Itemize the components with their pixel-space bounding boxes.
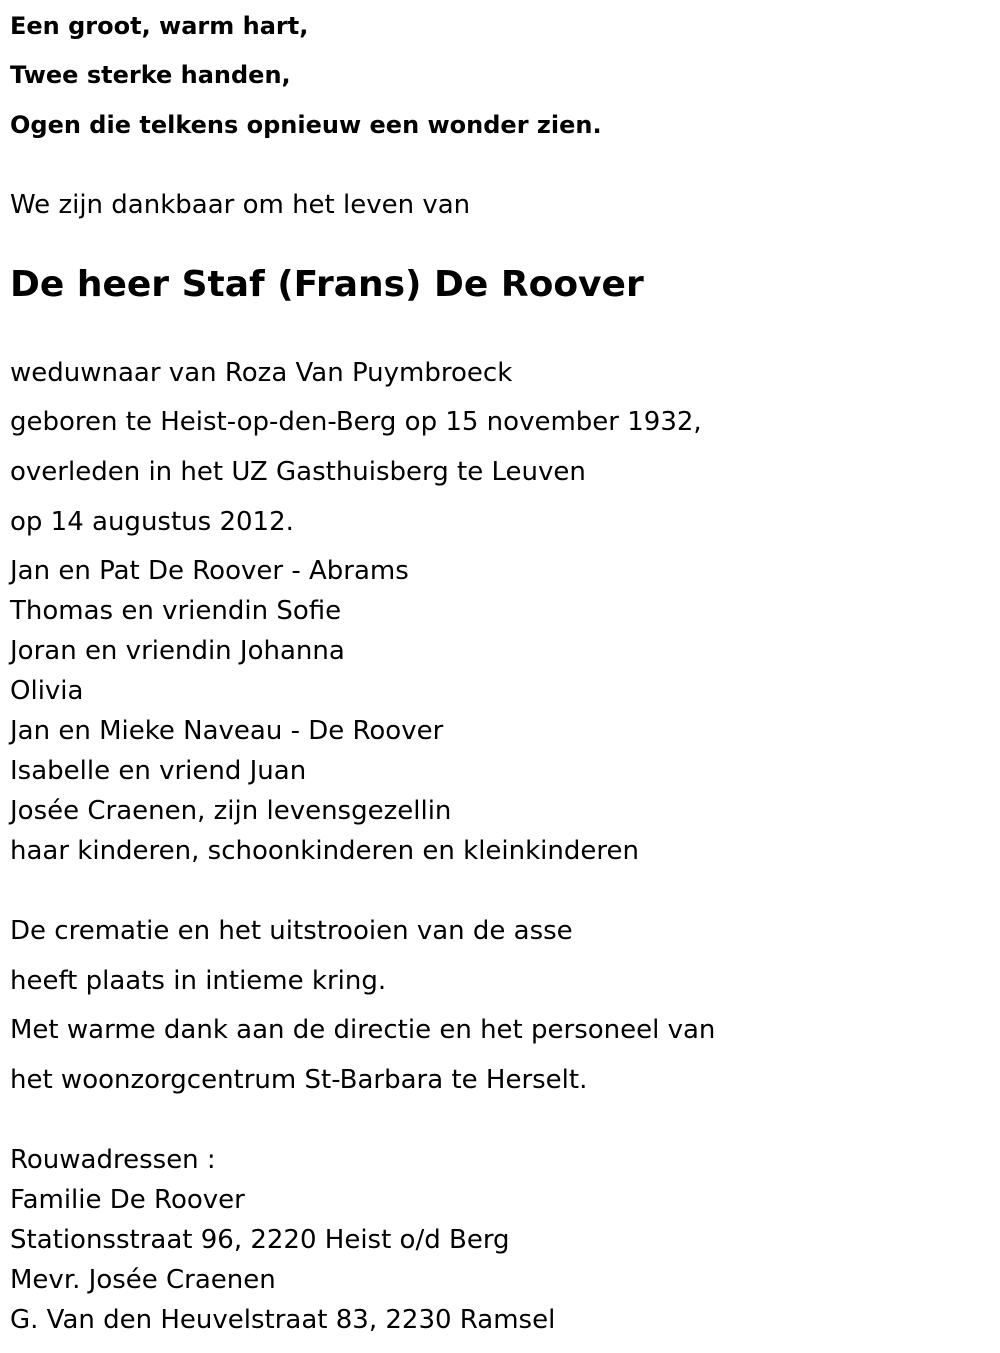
detail-line: weduwnaar van Roza Van Puymbroeck (10, 358, 513, 388)
detail-line: op 14 augustus 2012. (10, 507, 294, 537)
address-line: Familie De Roover (10, 1185, 245, 1215)
poem-line: Ogen die telkens opnieuw een wonder zien. (10, 111, 602, 139)
family-member: Thomas en vriendin Sofie (10, 596, 342, 626)
family-member: haar kinderen, schoonkinderen en kleinkinderen (10, 836, 639, 866)
family-member: Josée Craenen, zijn levensgezellin (10, 796, 452, 826)
address-heading: Rouwadressen : (10, 1145, 216, 1175)
family-member: Olivia (10, 676, 84, 706)
ceremony-line: Met warme dank aan de directie en het personeel van (10, 1015, 716, 1045)
address-line: Mevr. Josée Craenen (10, 1265, 276, 1295)
family-member: Jan en Pat De Roover - Abrams (10, 556, 409, 586)
deceased-name: De heer Staf (Frans) De Roover (10, 264, 644, 305)
detail-line: overleden in het UZ Gasthuisberg te Leuven (10, 457, 586, 487)
address-line: Stationsstraat 96, 2220 Heist o/d Berg (10, 1225, 510, 1255)
ceremony-line: heeft plaats in intieme kring. (10, 966, 387, 996)
poem-line: Twee sterke handen, (10, 61, 291, 89)
family-member: Jan en Mieke Naveau - De Roover (10, 716, 444, 746)
family-member: Isabelle en vriend Juan (10, 756, 307, 786)
family-member: Joran en vriendin Johanna (10, 636, 345, 666)
poem-line: Een groot, warm hart, (10, 12, 309, 40)
detail-line: geboren te Heist-op-den-Berg op 15 november 1932, (10, 407, 702, 437)
ceremony-line: het woonzorgcentrum St-Barbara te Herselt. (10, 1065, 588, 1095)
ceremony-line: De crematie en het uitstrooien van de asse (10, 916, 573, 946)
intro-text: We zijn dankbaar om het leven van (10, 190, 471, 220)
address-line: G. Van den Heuvelstraat 83, 2230 Ramsel (10, 1305, 556, 1335)
